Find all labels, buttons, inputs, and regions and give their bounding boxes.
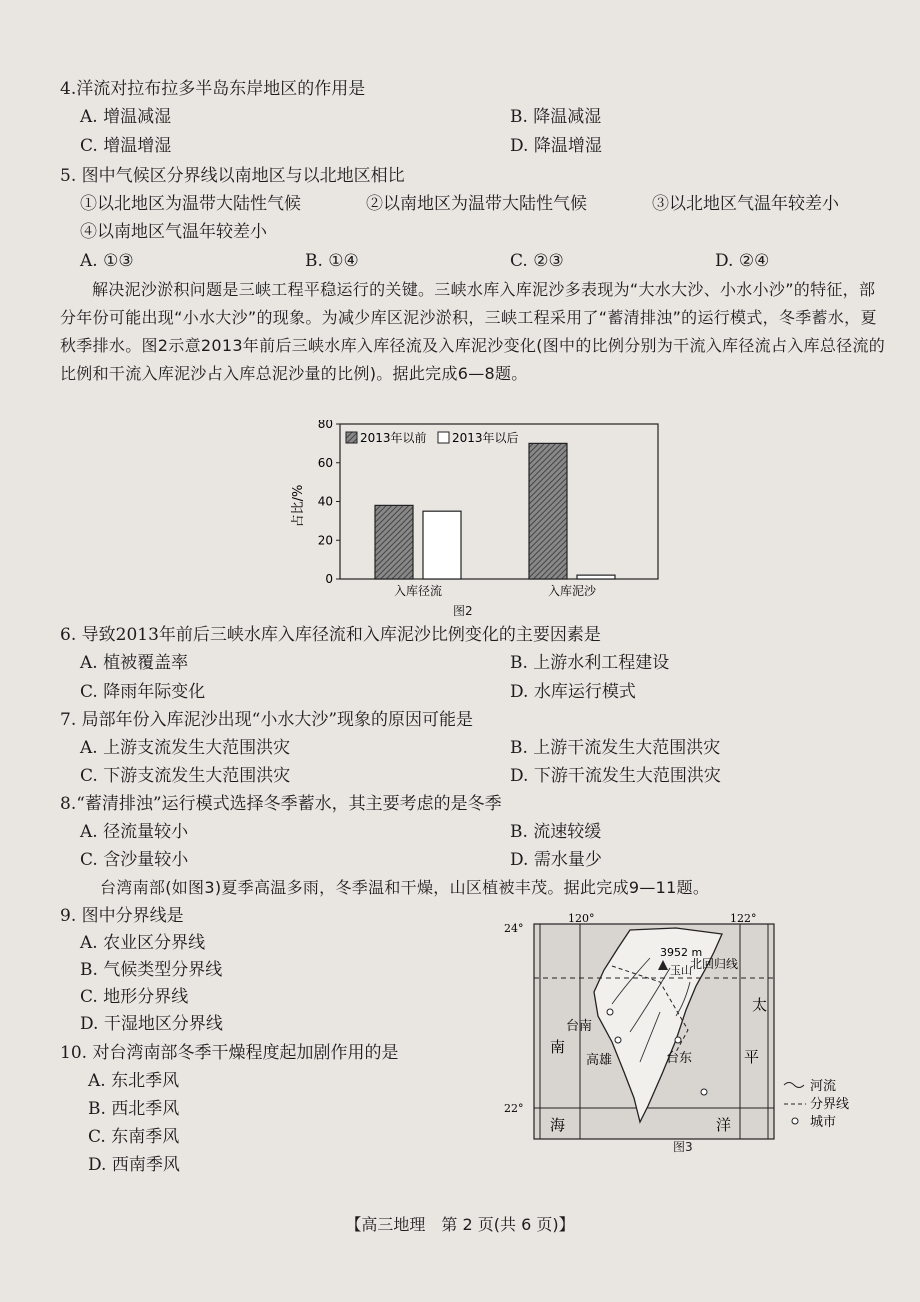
question-10-option-a: A. 东北季风 xyxy=(88,1071,180,1091)
lat-label-bottom: 22° xyxy=(504,1102,524,1115)
city-kaohsiung-label: 高雄 xyxy=(586,1053,613,1068)
figure-2-bar-chart xyxy=(290,420,670,600)
question-7-option-c: C. 下游支流发生大范围洪灾 xyxy=(80,766,291,786)
ocean-label-yang: 洋 xyxy=(716,1116,732,1134)
question-5-option-d: D. ②④ xyxy=(715,251,770,271)
y-tick-label: 60 xyxy=(317,455,333,470)
figure-3-caption: 图3 xyxy=(673,1140,693,1154)
legend-label-after: 2013年以后 xyxy=(452,431,519,445)
peak-name: 玉山 xyxy=(670,964,692,977)
question-8-option-a: A. 径流量较小 xyxy=(80,822,189,842)
question-6-option-a: A. 植被覆盖率 xyxy=(80,653,189,673)
lon-label-left: 120° xyxy=(568,912,595,925)
y-tick-label: 0 xyxy=(325,572,333,586)
legend-city-symbol xyxy=(792,1118,798,1124)
city-tainan-label: 台南 xyxy=(566,1019,593,1034)
sea-label-hai: 海 xyxy=(550,1116,566,1134)
question-5-option-c: C. ②③ xyxy=(510,251,564,271)
city-kaohsiung-marker xyxy=(615,1037,621,1043)
x-tick-label: 入库径流 xyxy=(393,584,443,598)
ocean-label-tai: 太 xyxy=(752,996,768,1014)
question-9-option-d: D. 干湿地区分界线 xyxy=(80,1014,223,1034)
legend-city-label: 城市 xyxy=(810,1115,837,1130)
y-tick-label: 20 xyxy=(317,533,333,548)
question-9-option-a: A. 农业区分界线 xyxy=(80,933,206,953)
question-10-stem: 10. 对台湾南部冬季干燥程度起加剧作用的是 xyxy=(60,1043,399,1063)
question-10-option-d: D. 西南季风 xyxy=(88,1155,180,1175)
question-7-option-d: D. 下游干流发生大范围洪灾 xyxy=(510,766,721,786)
question-8-option-d: D. 需水量少 xyxy=(510,850,602,870)
figure-2-caption: 图2 xyxy=(453,604,473,618)
question-5-statement-3: ③以北地区气温年较差小 xyxy=(652,194,839,214)
legend-swatch-before xyxy=(346,432,357,443)
question-5-option-a: A. ①③ xyxy=(80,251,134,271)
figure-3-taiwan-map xyxy=(500,912,880,1162)
question-4-option-c: C. 增温增湿 xyxy=(80,136,172,156)
bar-before-sediment xyxy=(529,443,567,579)
question-10-option-c: C. 东南季风 xyxy=(88,1127,180,1147)
bar-before-runoff xyxy=(375,505,413,579)
question-6-option-c: C. 降雨年际变化 xyxy=(80,682,206,702)
legend-label-before: 2013年以前 xyxy=(360,431,427,445)
page-footer: 【高三地理 第 2 页(共 6 页)】 xyxy=(345,1215,575,1234)
question-4-stem: 4.洋流对拉布拉多半岛东岸地区的作用是 xyxy=(60,79,366,99)
question-4-option-d: D. 降温增湿 xyxy=(510,136,602,156)
tropic-label: 北回归线 xyxy=(690,957,739,971)
bar-after-sediment xyxy=(577,575,615,579)
question-7-option-b: B. 上游干流发生大范围洪灾 xyxy=(510,738,721,758)
question-5-statement-1: ①以北地区为温带大陆性气候 xyxy=(80,194,301,214)
question-5-statement-2: ②以南地区为温带大陆性气候 xyxy=(366,194,587,214)
y-axis-label: 占比/% xyxy=(291,484,306,528)
question-6-option-b: B. 上游水利工程建设 xyxy=(510,653,670,673)
sea-label-nan: 南 xyxy=(550,1038,566,1056)
question-7-stem: 7. 局部年份入库泥沙出现“小水大沙”现象的原因可能是 xyxy=(60,710,474,730)
legend-river-symbol xyxy=(784,1083,804,1088)
question-5-statement-4: ④以南地区气温年较差小 xyxy=(80,222,267,242)
legend xyxy=(346,430,519,445)
question-6-stem: 6. 导致2013年前后三峡水库入库径流和入库泥沙比例变化的主要因素是 xyxy=(60,625,601,645)
question-8-option-b: B. 流速较缓 xyxy=(510,822,602,842)
city-taitung-label: 台东 xyxy=(666,1051,693,1066)
question-9-option-c: C. 地形分界线 xyxy=(80,987,189,1007)
question-8-stem: 8.“蓄清排浊”运行模式选择冬季蓄水，其主要考虑的是冬季 xyxy=(60,794,502,814)
city-marker-south xyxy=(701,1089,707,1095)
peak-elevation: 3952 m xyxy=(660,946,703,959)
passage-sanxia: 解决泥沙淤积问题是三峡工程平稳运行的关键。三峡水库入库泥沙多表现为“大水大沙、小水小沙”的特征，部分年份可能出现“小水大沙”的现象。为减少库区泥沙淤积，三峡工程采用了“蓄清排浊”的运行模式，冬季蓄水，夏秋季排水。图2示意2013年前后三峡水库入库径流及入库泥沙变化(图中的比例分别为干流入库径流占入库总径流的比例和干流入库泥沙占入库总泥沙量的比例)。据此完成6—8题。 xyxy=(60,280,886,383)
question-5-option-b: B. ①④ xyxy=(305,251,359,271)
question-9-stem: 9. 图中分界线是 xyxy=(60,906,184,926)
x-tick-label: 入库泥沙 xyxy=(547,584,597,598)
question-5-stem: 5. 图中气候区分界线以南地区与以北地区相比 xyxy=(60,166,405,186)
question-4-option-b: B. 降温减湿 xyxy=(510,107,602,127)
bar-after-runoff xyxy=(423,511,461,579)
ocean-label-ping: 平 xyxy=(744,1048,760,1066)
question-7-option-a: A. 上游支流发生大范围洪灾 xyxy=(80,738,291,758)
question-6-option-d: D. 水库运行模式 xyxy=(510,682,636,702)
city-tainan-marker xyxy=(607,1009,613,1015)
legend-river-label: 河流 xyxy=(810,1079,837,1094)
y-tick-label: 80 xyxy=(317,420,333,431)
question-8-option-c: C. 含沙量较小 xyxy=(80,850,189,870)
question-4-option-a: A. 增温减湿 xyxy=(80,107,172,127)
lat-label-top: 24° xyxy=(504,922,524,935)
legend-boundary-label: 分界线 xyxy=(810,1097,850,1112)
legend-swatch-after xyxy=(438,432,449,443)
lon-label-right: 122° xyxy=(730,912,757,925)
question-10-option-b: B. 西北季风 xyxy=(88,1099,180,1119)
city-taitung-marker xyxy=(675,1037,681,1043)
passage-taiwan: 台湾南部(如图3)夏季高温多雨，冬季温和干燥，山区植被丰茂。据此完成9—11题。 xyxy=(100,878,710,897)
question-9-option-b: B. 气候类型分界线 xyxy=(80,960,223,980)
y-tick-label: 40 xyxy=(317,494,333,509)
